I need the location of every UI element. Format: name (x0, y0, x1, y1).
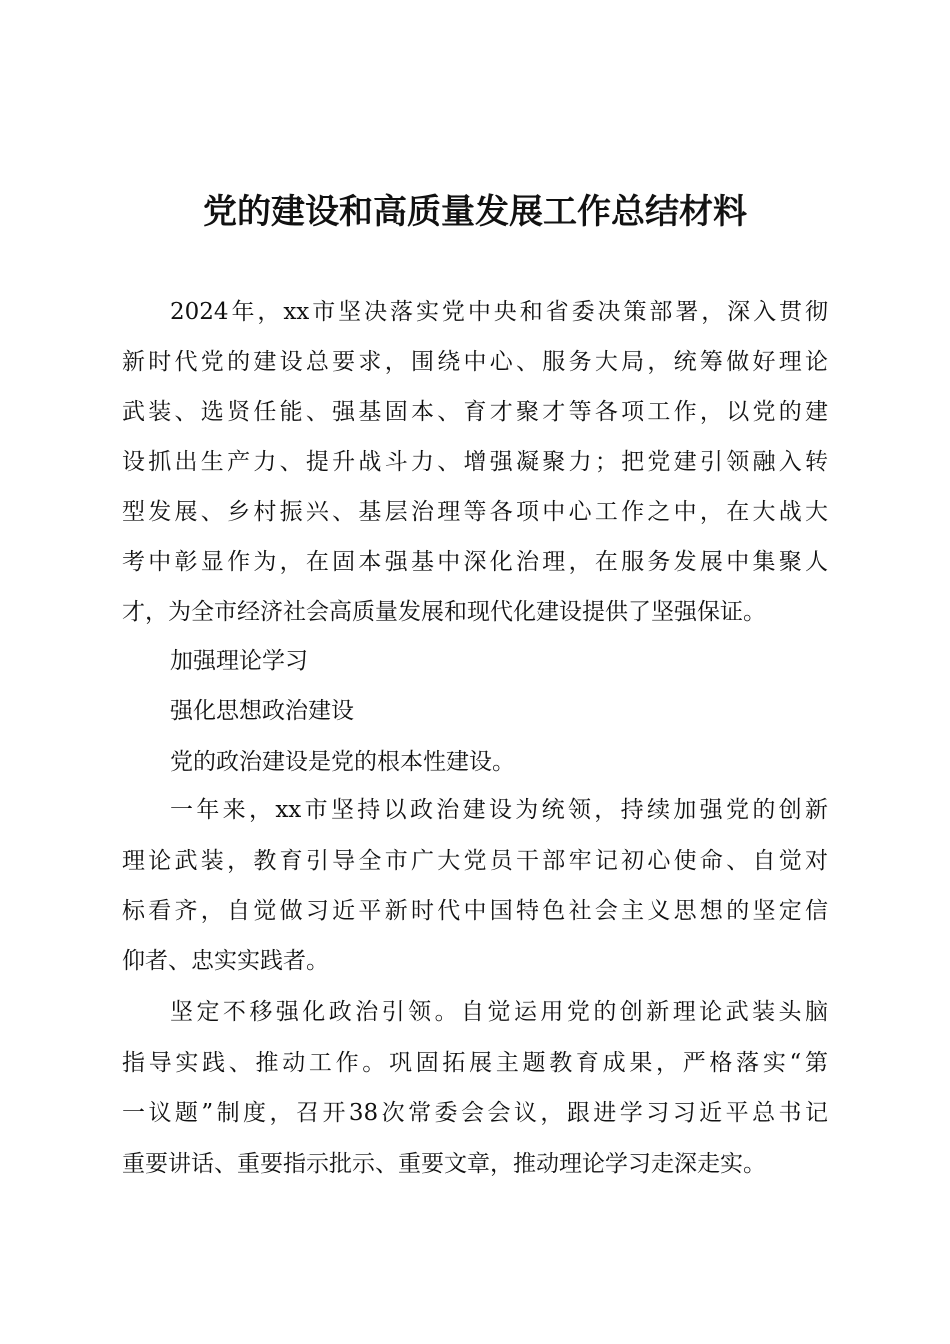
paragraph-2-line-1: 一年来，xx市坚持以政治建设为统领，持续加强党的创新 (170, 797, 828, 823)
paragraph-2-line-2: 理论武装，教育引导全市广大党员干部牢记初心使命、自觉对 (122, 848, 828, 874)
paragraph-1-line-5: 型发展、乡村振兴、基层治理等各项中心工作之中，在大战大 (122, 499, 828, 525)
section-heading-2: 强化思想政治建设 (170, 698, 354, 724)
paragraph-1-line-7: 才，为全市经济社会高质量发展和现代化建设提供了坚强保证。 (122, 599, 766, 625)
paragraph-3-line-3: 一议题”制度，召开38次常委会会议，跟进学习习近平总书记 (122, 1100, 828, 1126)
section-heading-3: 党的政治建设是党的根本性建设。 (170, 749, 515, 775)
document-title: 党的建设和高质量发展工作总结材料 (203, 192, 747, 232)
paragraph-1-line-4: 设抓出生产力、提升战斗力、增强凝聚力；把党建引领融入转 (122, 449, 828, 475)
paragraph-1-line-3: 武装、选贤任能、强基固本、育才聚才等各项工作，以党的建 (122, 399, 828, 425)
paragraph-3-line-1: 坚定不移强化政治引领。自觉运用党的创新理论武装头脑 (170, 999, 828, 1025)
paragraph-2-line-4: 仰者、忠实实践者。 (122, 948, 329, 974)
paragraph-1-line-2: 新时代党的建设总要求，围绕中心、服务大局，统筹做好理论 (122, 349, 828, 375)
paragraph-1-line-1: 2024年，xx市坚决落实党中央和省委决策部署，深入贯彻 (170, 299, 828, 325)
section-heading-1: 加强理论学习 (170, 648, 308, 674)
paragraph-2-line-3: 标看齐，自觉做习近平新时代中国特色社会主义思想的坚定信 (122, 898, 828, 924)
paragraph-3-line-2: 指导实践、推动工作。巩固拓展主题教育成果，严格落实“第 (122, 1050, 828, 1076)
paragraph-1-line-6: 考中彰显作为，在固本强基中深化治理，在服务发展中集聚人 (122, 549, 828, 575)
paragraph-3-line-4: 重要讲话、重要指示批示、重要文章，推动理论学习走深走实。 (122, 1151, 766, 1177)
